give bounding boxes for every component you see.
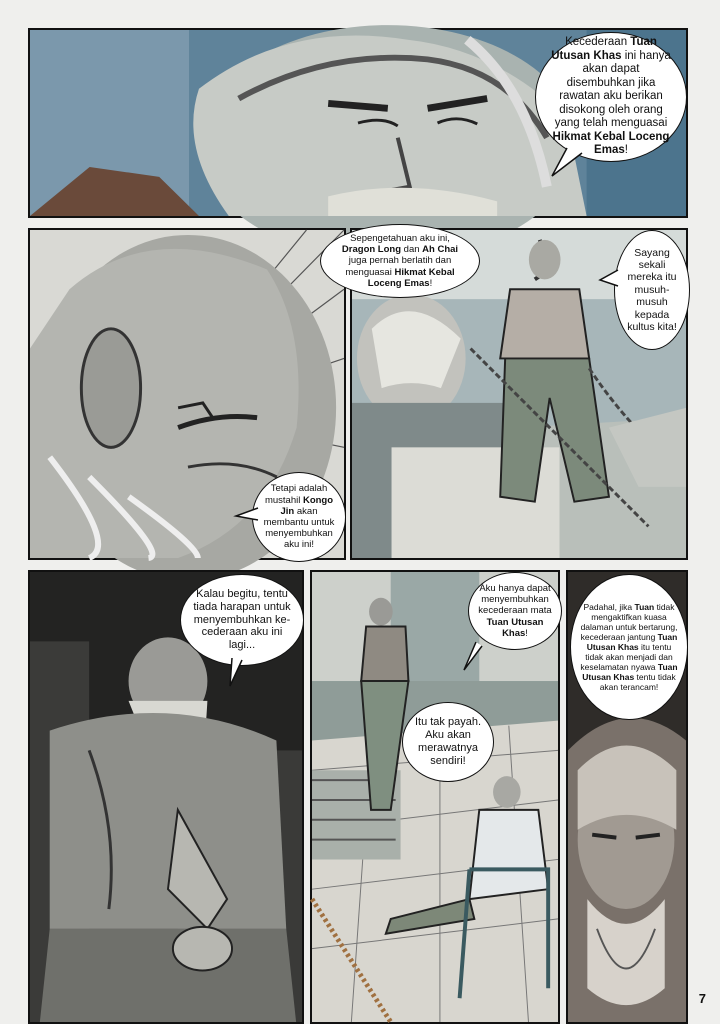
bubble-text-segment: Sayang sekali mereka itu musuh-musuh kepada kultus kita! [627,246,677,333]
bubble-tail [462,642,484,672]
bubble-tail [236,506,260,524]
bubble-text [550,36,672,158]
bubble-bold-text: Tuan Utusan Khas [586,631,678,652]
bubble-text [475,583,555,639]
bubble-text-segment: Kecederaan [565,35,631,48]
bubble-text-segment: Itu tak payah. Aku akan merawatnya sendiri! [414,716,482,767]
bubble-text [335,233,465,289]
speech-bubble-p3a [320,224,480,298]
bubble-text-segment: Aku hanya dapat menyembuhkan kecederaan mata [478,582,552,617]
bubble-text-segment: itu tentu tidak akan menjadi dan keselamatan nyawa [580,641,673,673]
speech-bubble-p3b [614,230,690,350]
panel-4 [28,570,304,1024]
bubble-text-segment: Padahal, jika [583,601,635,612]
bubble-text-segment: dan [401,244,423,256]
bubble-tail [600,268,620,290]
bubble-bold-text: Hikmat Kebal Loceng Emas [552,130,670,157]
speech-bubble-p6 [570,574,688,720]
bubble-text [621,247,683,334]
bubble-text [579,602,679,692]
page-number: 7 [698,991,706,1006]
speech-bubble-p5b [402,702,494,782]
bubble-bold-text: Hikmat Kebal Loceng Emas [367,266,455,289]
panel-6 [566,570,688,1024]
bubble-bold-text: Dragon Long [341,244,402,256]
bubble-tail [552,148,592,178]
bubble-bold-text: Tuan Utusan Khas [582,662,678,683]
bubble-bold-text: Ah Chai [422,244,459,256]
bubble-text-segment: ! [624,144,628,157]
bubble-text-segment: akan membantu untuk menyembuhkan aku ini! [263,505,335,551]
bubble-text-segment: tidak mengaktifkan kuasa dalaman untuk bertarung, kecederaan jantung [580,601,678,642]
panel-5 [310,570,560,1024]
bubble-bold-text: Tuan Utusan Khas [486,616,544,639]
panel-3 [341,228,688,560]
bubble-text [261,483,337,550]
panel-2 [28,228,346,560]
speech-bubble-p5a [468,572,562,650]
bubble-bold-text: Kongo Jin [280,494,334,517]
bubble-text-segment: ! [429,277,433,289]
bubble-text-segment: ini hanya akan dapat disembuhkan jika rawatan aku berikan disokong oleh orang yang telah menguasai [554,49,671,130]
bubble-text-segment: Tetapi adalah mustahil [264,483,328,506]
bubble-text-segment: Kalau begitu, tentu tiada harapan untuk menyembuhkan ke-cederaan aku ini lagi... [193,587,291,652]
bubble-text-segment: juga pernah berlatih dan menguasai [345,255,452,278]
speech-bubble-p2 [252,472,346,562]
bubble-text [409,716,487,768]
speech-bubble-p4 [180,574,304,666]
bubble-bold-text: Tuan Utusan Khas [551,35,657,62]
bubble-text-segment: tentu tidak akan terancam! [599,672,676,693]
bubble-tail [228,658,246,688]
panel-1 [28,28,688,218]
bubble-text [191,588,293,653]
bubble-text-segment: ! [525,627,528,639]
speech-bubble-p1 [535,32,687,162]
bubble-bold-text: Tuan [634,601,655,612]
bubble-text-segment: Sepengetahuan aku ini, [350,233,450,244]
